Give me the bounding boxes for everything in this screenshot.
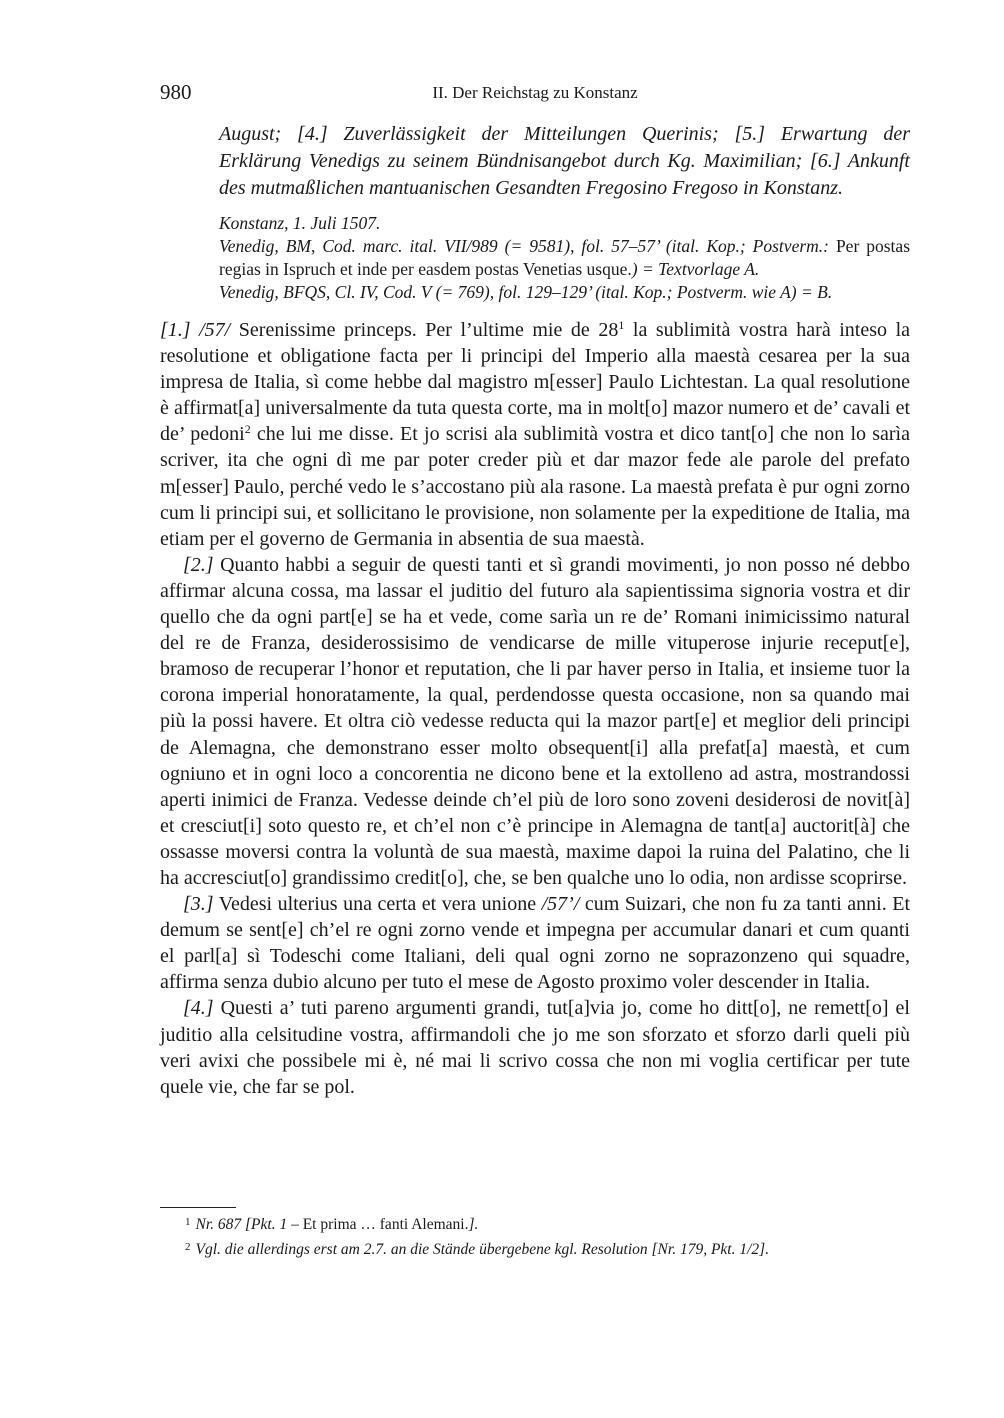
paragraph-marker: [4.] — [183, 997, 214, 1020]
folio-marker: /57’/ — [541, 893, 580, 916]
source-b: Venedig, BFQS, Cl. IV, Cod. V (= 769), fol. 129–129’ (ital. Kop.; Postverm. wie A) = B. — [219, 282, 833, 302]
paragraph-marker: [1.] /57/ — [160, 319, 231, 341]
footnote-ref-1[interactable]: 1 — [618, 318, 625, 332]
paragraph-2: [2.] Quanto habbi a seguir de questi tanti et sì grandi movimenti, jo non posso né debbo affirmar alcuna cossa, ma lassar el juditio del futuro ala sapientissima signoria vostra et dir quello che da ogni part[e] se ha et vede, come sarìa un re de’ Romani inimicissimo natural del re de Franza, desiderossisimo de vendicarse de mille vituperose injurie receput[e], bramoso de recuperar l’honor et reputation, che li par haver perso in Italia, et insieme tuor la corona imperial honoratamente, la qual, perdendosse questa occasione, non sa quando mai più la possi havere. Et oltra ciò vedesse reducta qui la mazor part[e] et meglior deli principi de Alemagna, che demonstrano esser molto obsequent[i] alla prefat[a] maestà, et cum ogniuno et in ogni loco a concorentia ne dicono bene et la extolleno ad astra, mostrandossi aperti inimici de Franza. Vedesse deinde ch’el più de loro sono zoveni desiderosi de novit[à] et cresciut[i] soto questo re, et ch’el non c’è principe in Alemagna de tant[a] auctorit[à] che ossasse moversi contra la voluntà de sua maestà, maxime dapoi la ruina del Palatino, che li ha accresciut[o] grandissimo credit[o], che, se ben qualche uno lo odia, non ardisse scoprirse. — [160, 553, 910, 889]
document-summary: August; [4.] Zuverlässigkeit der Mitteilungen Querinis; [5.] Erwartung der Erklärung Venedigs zu seinem Bündnisangebot durch Kg. Maximilian; [6.] Ankunft des mutmaßlichen mantuanischen Gesandten Fregosino Fregoso in Konstanz. — [219, 123, 910, 199]
source-a: Venedig, BM, Cod. marc. ital. VII/989 (= 9581), fol. 57–57’ (ital. Kop.; Postverm.: Per postas regias in Ispruch et inde per easdem postas Venetias usque.) = Textvorlage A. — [219, 236, 910, 279]
footnote-divider — [160, 1207, 236, 1208]
source-metadata — [219, 212, 910, 304]
place-date: Konstanz, 1. Juli 1507. — [219, 213, 381, 233]
page-number: 980 — [160, 80, 192, 104]
running-title: II. Der Reichstag zu Konstanz — [432, 83, 638, 102]
footnote-2: $^2$ Vgl. die allerdings erst am 2.7. an die Stände übergebene kgl. Resolution [Nr. 179, Pkt. 1/2]. — [185, 1241, 770, 1258]
page-header — [160, 80, 910, 110]
paragraph-3: [3.] Vedesi ulterius una certa et vera unione /57’/ cum Suizari, che non fu za tanti anni. Et demum se sent[e] ch’el re ogni zorno vende et impegna per accumular danari et cum quanti el parl[a] sì Todeschi come Italiani, deli qual ogni zorno ne soprazonzeno qui squadre, affirma senza dubio alcuno per tuto el mese de Agosto proximo voler descender in Italia. — [160, 893, 911, 994]
letter-body — [160, 317, 910, 1100]
footnote-ref-2[interactable]: 2 — [244, 422, 251, 437]
paragraph-marker: [3.] — [183, 893, 214, 916]
paragraph-4: [4.] Questi a’ tuti pareno argumenti grandi, tut[a]via jo, come ho ditt[o], ne remett[o] el juditio alla celsitudine vostra, affirmandoli che jo me son sforzato et sforzo darli queli più veri avixi che possibele mi è, né mai li scrivo cossa che non mi voglia certificar per tute quele vie, che far se pol. — [160, 997, 910, 1098]
paragraph-1: [1.] /57/ Serenissime princeps. Per l’ultime mie de $28^1$ la sublimità vostra harà inteso la resolutione et obligatione facta per li principi del Imperio alla maestà cesarea per la sua impresa de Italia, sì come hebbe dal magistro m[esser] Paulo Lichtestan. La qual resolutione è affirmat[a] universalmente da tuta questa corte, ma in molt[o] mazor numero et de’ cavali et de’ pedoni$^2$ che lui me disse. Et jo scrisi ala sublimità vostra et dico tant[o] che non lo sarìa scriver, ita che ogni dì me par poter creder più et dar mazor fede ale parole del prefato m[esser] Paulo, perché vedo le s’accostano più ala rasone. La maestà prefata è pur ogni zorno cum li principi sui, et sollicitano le provisione, non solamente per la expeditione de Italia, ma etiam per el governo de Germania in absentia de sua maestà. — [160, 318, 911, 550]
footnote-1: $^1$ Nr. 687 [Pkt. 1 – Et prima … fanti Alemani.]. — [185, 1216, 479, 1233]
footnotes — [185, 1211, 910, 1261]
paragraph-marker: [2.] — [183, 553, 214, 576]
